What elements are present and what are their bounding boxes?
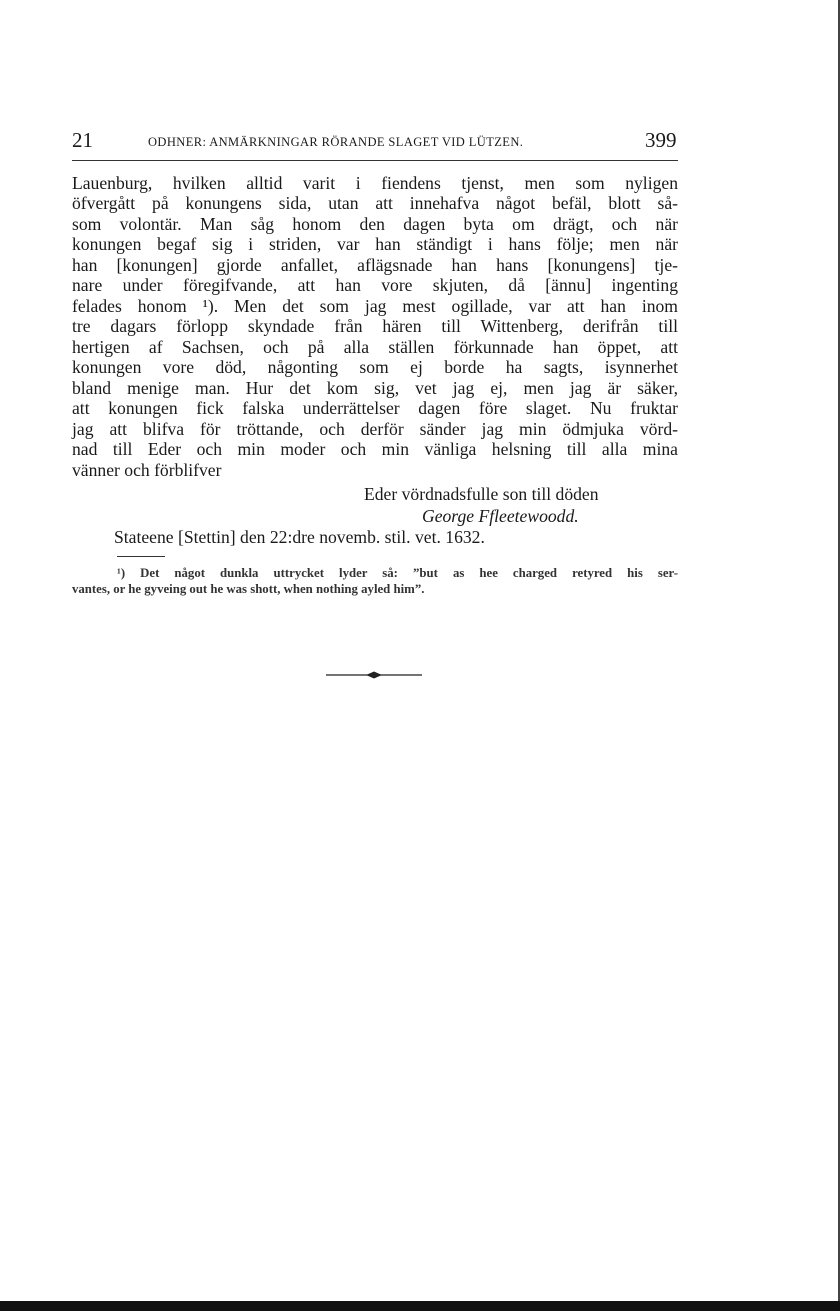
- text-line: hertigen af Sachsen, och på alla ställen förkunnade han öppet, att: [72, 336, 678, 357]
- text-line: öfvergått på konungens sida, utan att innehafva något befäl, blott så-: [72, 193, 678, 213]
- text-line: tre dagars förlopp skyndade från hären till Wittenberg, derifrån till: [72, 316, 678, 336]
- text-line: bland menige man. Hur det kom sig, vet jag ej, men jag är säker,: [72, 377, 678, 398]
- ornament-divider: [326, 670, 422, 680]
- text-line: konungen vore död, någonting som ej borde ha sagts, isynnerhet: [72, 357, 678, 377]
- footnote-rule: [117, 556, 165, 557]
- footnote-line: vantes, or he gyveing out he was shott, when nothing ayled him”.: [72, 582, 425, 596]
- scan-bottom-border: [0, 1301, 840, 1311]
- text-line: jag att blifva för tröttande, och derför sänder jag min ödmjuka vörd-: [72, 418, 678, 439]
- signature: George Ffleetewoodd.: [422, 506, 579, 526]
- text-line: konungen begaf sig i striden, var han ständigt i hans följe; men när: [72, 234, 678, 254]
- text-line: nare under föregifvande, att han vore skjuten, då [ännu] ingenting: [72, 275, 678, 295]
- text-line: Lauenburg, hvilken alltid varit i fiendens tjenst, men som nyligen: [72, 173, 678, 193]
- text-line: att konungen fick falska underrättelser dagen före slaget. Nu fruktar: [72, 398, 678, 418]
- header-rule: [72, 160, 678, 161]
- footnote-line: ¹) Det något dunkla uttrycket lyder så: ”but as hee charged retyred his ser-: [117, 566, 678, 580]
- page-number-right: 399: [645, 128, 677, 152]
- text-line: felades honom ¹). Men det som jag mest ogillade, var att han inom: [72, 295, 678, 316]
- running-header: ODHNER: ANMÄRKNINGAR RÖRANDE SLAGET VID LÜTZEN.: [148, 135, 524, 149]
- closing-line: Eder vördnadsfulle son till döden: [364, 484, 599, 504]
- text-line: han [konungen] gjorde anfallet, aflägsnade han hans [konungens] tje-: [72, 254, 678, 275]
- text-line: nad till Eder och min moder och min vänliga helsning till alla mina: [72, 439, 678, 459]
- page-number-left: 21: [72, 128, 93, 152]
- dateline: Stateene [Stettin] den 22:dre novemb. stil. vet. 1632.: [114, 527, 485, 547]
- text-line: som volontär. Man såg honom den dagen byta om drägt, och när: [72, 213, 678, 234]
- text-line: vänner och förblifver: [72, 459, 222, 480]
